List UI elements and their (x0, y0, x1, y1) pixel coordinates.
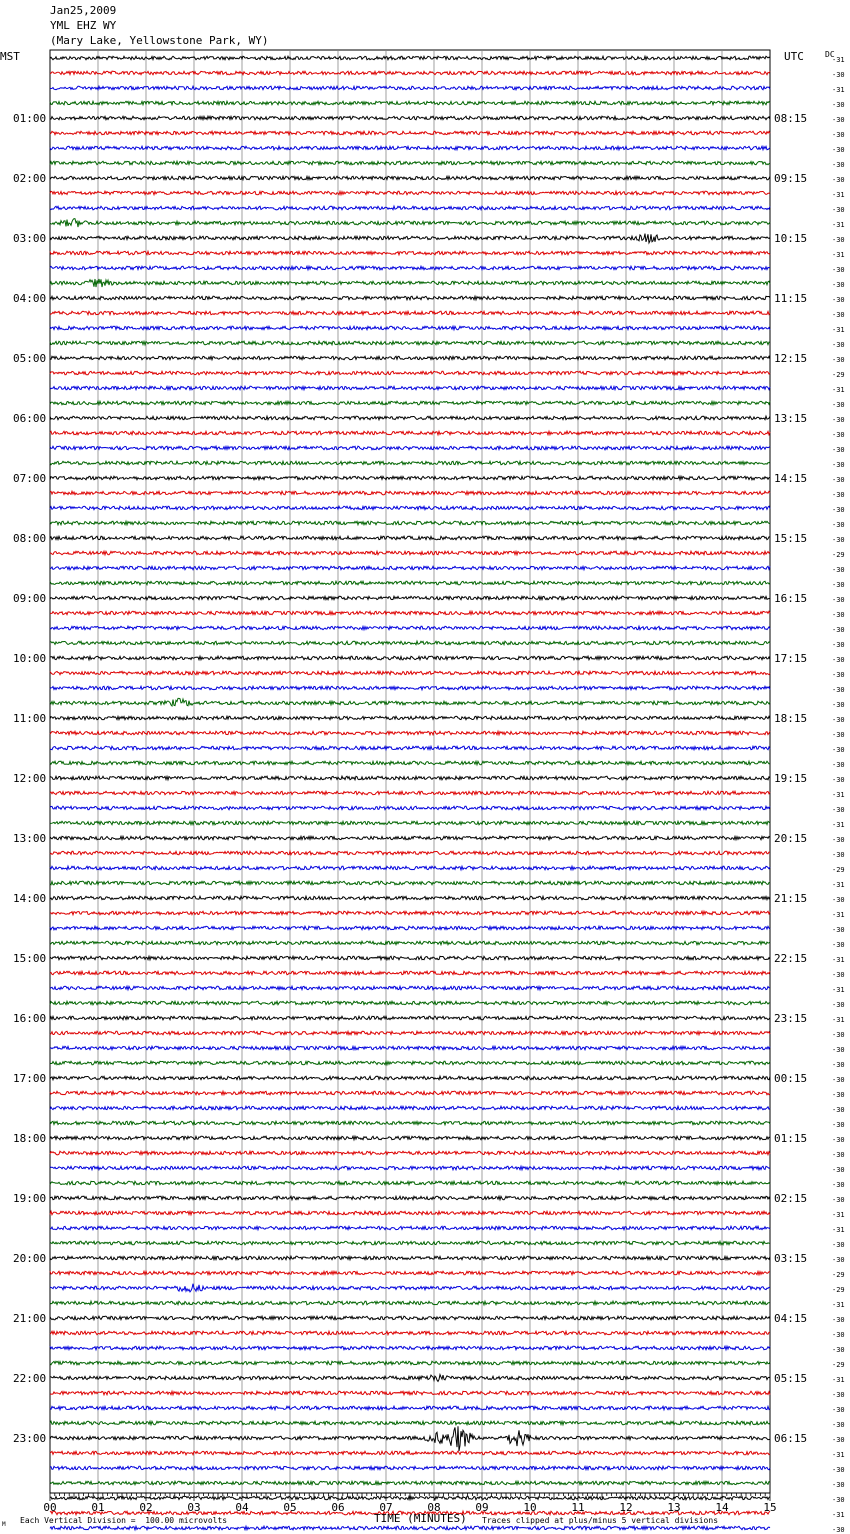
dc-offset-label: -30 (832, 461, 845, 469)
dc-offset-label: -30 (832, 1031, 845, 1039)
dc-offset-label: -30 (832, 1466, 845, 1474)
dc-offset-label: -29 (832, 1286, 845, 1294)
seismic-trace-85 (50, 1331, 770, 1335)
dc-offset-label: -30 (832, 491, 845, 499)
dc-offset-label: -30 (832, 1316, 845, 1324)
dc-offset-label: -30 (832, 776, 845, 784)
seismic-trace-76 (50, 1196, 770, 1200)
seismic-trace-72 (50, 1136, 770, 1140)
dc-offset-label: -30 (832, 131, 845, 139)
seismic-trace-18 (50, 326, 770, 330)
seismic-trace-54 (50, 866, 770, 870)
seismic-trace-84 (50, 1316, 770, 1320)
dc-offset-label: -30 (832, 281, 845, 289)
header-station: YML EHZ WY (50, 19, 117, 32)
seismic-trace-91 (50, 1421, 770, 1425)
dc-offset-label: -31 (832, 1016, 845, 1024)
seismic-trace-56 (50, 896, 770, 900)
seismic-trace-33 (50, 551, 770, 555)
seismic-trace-53 (50, 851, 770, 855)
left-timezone-label: MST (0, 50, 20, 63)
seismic-trace-43 (50, 698, 770, 706)
dc-offset-label: -30 (832, 1076, 845, 1084)
dc-offset-label: -30 (832, 341, 845, 349)
seismic-trace-87 (50, 1361, 770, 1365)
right-hour-label: 12:15 (774, 352, 808, 365)
footer-left-mark: M (2, 1521, 6, 1528)
x-axis-title: TIME (MINUTES) (374, 1512, 467, 1525)
dc-offset-label: -30 (832, 176, 845, 184)
x-tick-label: 09 (475, 1501, 489, 1514)
dc-label: DC (825, 50, 835, 59)
dc-offset-label: -31 (832, 56, 845, 64)
x-tick-label: 08 (427, 1501, 441, 1514)
seismic-trace-63 (50, 1001, 770, 1005)
right-hour-label: 15:15 (774, 532, 808, 545)
seismic-trace-10 (50, 206, 770, 210)
x-tick-label: 05 (283, 1501, 297, 1514)
dc-offset-label: -30 (832, 1151, 845, 1159)
dc-offset-label: -31 (832, 1451, 845, 1459)
seismic-trace-68 (50, 1076, 770, 1080)
right-hour-label: 16:15 (774, 592, 808, 605)
seismic-trace-29 (50, 491, 770, 495)
dc-offset-label: -30 (832, 941, 845, 949)
x-tick-label: 03 (187, 1501, 201, 1514)
left-hour-label: 20:00 (13, 1252, 47, 1265)
seismic-trace-44 (50, 716, 770, 720)
right-hour-label: 19:15 (774, 772, 808, 785)
dc-offset-label: -30 (832, 1136, 845, 1144)
seismic-trace-11 (50, 219, 770, 228)
left-hour-label: 12:00 (13, 772, 47, 785)
dc-offset-label: -30 (832, 536, 845, 544)
left-hour-label: 15:00 (13, 952, 47, 965)
seismic-trace-73 (50, 1151, 770, 1155)
dc-offset-label: -30 (832, 1256, 845, 1264)
seismic-trace-1 (50, 71, 770, 75)
dc-offset-label: -29 (832, 371, 845, 379)
dc-offset-label: -30 (832, 701, 845, 709)
left-hour-label: 04:00 (13, 292, 47, 305)
dc-offset-label: -30 (832, 836, 845, 844)
dc-offset-label: -30 (832, 356, 845, 364)
seismic-trace-77 (50, 1211, 770, 1215)
dc-offset-label: -29 (832, 551, 845, 559)
seismic-trace-94 (50, 1466, 770, 1470)
seismic-trace-71 (50, 1121, 770, 1125)
dc-offset-label: -30 (832, 206, 845, 214)
dc-offset-label: -30 (832, 1121, 845, 1129)
seismic-trace-46 (50, 746, 770, 750)
seismic-trace-6 (50, 146, 770, 150)
seismic-trace-74 (50, 1166, 770, 1170)
seismic-trace-86 (50, 1346, 770, 1350)
seismic-trace-9 (50, 191, 770, 195)
seismic-trace-3 (50, 101, 770, 105)
dc-offset-label: -30 (832, 311, 845, 319)
seismic-trace-62 (50, 986, 770, 990)
dc-offset-label: -30 (832, 1061, 845, 1069)
seismic-trace-78 (50, 1226, 770, 1230)
seismic-trace-45 (50, 731, 770, 735)
seismic-trace-52 (50, 836, 770, 840)
dc-offset-label: -30 (832, 296, 845, 304)
seismic-trace-47 (50, 761, 770, 765)
seismic-trace-70 (50, 1106, 770, 1110)
seismic-trace-30 (50, 506, 770, 510)
left-hour-label: 21:00 (13, 1312, 47, 1325)
seismic-trace-24 (50, 416, 770, 420)
seismic-trace-32 (50, 536, 770, 540)
seismic-trace-49 (50, 791, 770, 795)
seismic-trace-66 (50, 1046, 770, 1050)
seismic-trace-14 (50, 266, 770, 270)
dc-offset-label: -30 (832, 596, 845, 604)
clip-note: Traces clipped at plus/minus 5 vertical divisions (482, 1516, 719, 1525)
right-hour-label: 23:15 (774, 1012, 808, 1025)
dc-offset-label: -30 (832, 101, 845, 109)
dc-offset-label: -30 (832, 476, 845, 484)
right-timezone-label: UTC (784, 50, 804, 63)
seismic-trace-5 (50, 131, 770, 135)
left-hour-label: 18:00 (13, 1132, 47, 1145)
seismic-trace-57 (50, 911, 770, 915)
dc-offset-label: -30 (832, 236, 845, 244)
seismic-trace-59 (50, 941, 770, 945)
left-hour-label: 01:00 (13, 112, 47, 125)
left-hour-label: 14:00 (13, 892, 47, 905)
x-tick-label: 04 (235, 1501, 249, 1514)
right-hour-label: 13:15 (774, 412, 808, 425)
dc-offset-label: -30 (832, 656, 845, 664)
dc-offset-label: -30 (832, 896, 845, 904)
seismic-trace-28 (50, 476, 770, 480)
seismic-trace-31 (50, 521, 770, 525)
seismic-trace-83 (50, 1301, 770, 1305)
x-tick-label: 10 (523, 1501, 537, 1514)
left-hour-label: 13:00 (13, 832, 47, 845)
seismic-trace-93 (50, 1451, 770, 1455)
right-hour-label: 22:15 (774, 952, 808, 965)
seismic-trace-35 (50, 581, 770, 585)
dc-offset-label: -31 (832, 911, 845, 919)
x-tick-label: 02 (139, 1501, 153, 1514)
dc-offset-label: -30 (832, 506, 845, 514)
seismic-trace-12 (50, 234, 770, 243)
dc-offset-label: -31 (832, 221, 845, 229)
dc-offset-label: -30 (832, 1241, 845, 1249)
dc-offset-label: -30 (832, 71, 845, 79)
seismic-trace-95 (50, 1481, 770, 1485)
seismic-trace-26 (50, 446, 770, 450)
dc-offset-label: -30 (832, 1496, 845, 1504)
dc-offset-label: -30 (832, 1181, 845, 1189)
seismic-trace-37 (50, 611, 770, 615)
dc-offset-label: -30 (832, 671, 845, 679)
seismic-trace-13 (50, 251, 770, 255)
dc-offset-label: -30 (832, 1421, 845, 1429)
seismic-trace-25 (50, 431, 770, 435)
dc-offset-label: -31 (832, 1301, 845, 1309)
right-hour-label: 09:15 (774, 172, 808, 185)
left-hour-label: 07:00 (13, 472, 47, 485)
left-hour-label: 05:00 (13, 352, 47, 365)
dc-offset-label: -30 (832, 521, 845, 529)
left-hour-label: 03:00 (13, 232, 47, 245)
dc-offset-label: -29 (832, 1361, 845, 1369)
right-hour-label: 14:15 (774, 472, 808, 485)
seismic-trace-48 (50, 776, 770, 780)
dc-offset-label: -30 (832, 1331, 845, 1339)
dc-offset-label: -30 (832, 161, 845, 169)
x-tick-label: 14 (715, 1501, 729, 1514)
left-hour-label: 16:00 (13, 1012, 47, 1025)
right-hour-label: 06:15 (774, 1432, 808, 1445)
dc-offset-label: -30 (832, 116, 845, 124)
right-hour-label: 01:15 (774, 1132, 808, 1145)
seismic-trace-17 (50, 311, 770, 315)
dc-offset-label: -31 (832, 791, 845, 799)
left-hour-label: 17:00 (13, 1072, 47, 1085)
x-tick-label: 12 (619, 1501, 633, 1514)
dc-offset-label: -30 (832, 1406, 845, 1414)
seismic-trace-92 (50, 1426, 770, 1451)
seismic-trace-60 (50, 956, 770, 960)
seismic-trace-22 (50, 386, 770, 390)
seismic-trace-80 (50, 1256, 770, 1260)
seismic-trace-21 (50, 371, 770, 375)
seismic-trace-67 (50, 1061, 770, 1065)
scale-note: Each Vertical Division = 100.00 microvolts (20, 1516, 228, 1525)
dc-offset-label: -30 (832, 731, 845, 739)
dc-offset-label: -30 (832, 611, 845, 619)
left-hour-label: 22:00 (13, 1372, 47, 1385)
seismic-trace-39 (50, 641, 770, 645)
right-hour-label: 18:15 (774, 712, 808, 725)
x-tick-label: 13 (667, 1501, 681, 1514)
right-hour-label: 02:15 (774, 1192, 808, 1205)
seismic-trace-42 (50, 686, 770, 690)
dc-offset-label: -30 (832, 806, 845, 814)
left-hour-label: 10:00 (13, 652, 47, 665)
dc-offset-label: -31 (832, 86, 845, 94)
x-tick-label: 11 (571, 1501, 585, 1514)
dc-offset-label: -30 (832, 1001, 845, 1009)
dc-offset-label: -30 (832, 1436, 845, 1444)
x-tick-label: 06 (331, 1501, 345, 1514)
dc-offset-label: -30 (832, 686, 845, 694)
dc-offset-label: -31 (832, 1211, 845, 1219)
right-hour-label: 20:15 (774, 832, 808, 845)
dc-offset-label: -31 (832, 956, 845, 964)
seismic-trace-8 (50, 176, 770, 179)
dc-offset-label: -30 (832, 761, 845, 769)
dc-offset-label: -30 (832, 431, 845, 439)
seismic-trace-79 (50, 1241, 770, 1245)
dc-offset-label: -30 (832, 1346, 845, 1354)
right-hour-label: 21:15 (774, 892, 808, 905)
dc-offset-label: -30 (832, 266, 845, 274)
header-location: (Mary Lake, Yellowstone Park, WY) (50, 34, 269, 47)
dc-offset-label: -31 (832, 386, 845, 394)
dc-offset-label: -29 (832, 1271, 845, 1279)
x-tick-label: 01 (91, 1501, 105, 1514)
dc-offset-label: -31 (832, 191, 845, 199)
x-tick-label: 07 (379, 1501, 393, 1514)
dc-offset-label: -30 (832, 566, 845, 574)
right-hour-label: 17:15 (774, 652, 808, 665)
right-hour-label: 04:15 (774, 1312, 808, 1325)
seismic-trace-2 (50, 86, 770, 90)
seismic-trace-23 (50, 401, 770, 405)
dc-offset-label: -31 (832, 251, 845, 259)
x-tick-label: 00 (43, 1501, 57, 1514)
dc-offset-label: -29 (832, 866, 845, 874)
seismic-trace-55 (50, 881, 770, 885)
seismic-trace-88 (50, 1375, 770, 1382)
seismic-trace-82 (50, 1284, 770, 1292)
left-hour-label: 02:00 (13, 172, 47, 185)
dc-offset-label: -30 (832, 1166, 845, 1174)
seismic-trace-36 (50, 596, 770, 600)
dc-offset-label: -31 (832, 1376, 845, 1384)
right-hour-label: 11:15 (774, 292, 808, 305)
dc-offset-label: -31 (832, 1226, 845, 1234)
dc-offset-label: -30 (832, 746, 845, 754)
dc-offset-label: -30 (832, 716, 845, 724)
dc-offset-label: -30 (832, 1091, 845, 1099)
dc-offset-label: -30 (832, 446, 845, 454)
dc-offset-label: -30 (832, 401, 845, 409)
left-hour-label: 09:00 (13, 592, 47, 605)
seismic-trace-75 (50, 1181, 770, 1185)
right-hour-label: 00:15 (774, 1072, 808, 1085)
dc-offset-label: -30 (832, 1196, 845, 1204)
plot-frame (50, 50, 770, 1493)
right-hour-label: 05:15 (774, 1372, 808, 1385)
dc-offset-label: -30 (832, 416, 845, 424)
seismic-trace-41 (50, 671, 770, 675)
dc-offset-label: -30 (832, 1391, 845, 1399)
dc-offset-label: -31 (832, 821, 845, 829)
seismic-trace-38 (50, 626, 770, 630)
seismic-trace-15 (50, 279, 770, 287)
seismic-trace-4 (50, 116, 770, 120)
seismic-trace-69 (50, 1091, 770, 1095)
x-tick-label: 15 (763, 1501, 777, 1514)
dc-offset-label: -30 (832, 641, 845, 649)
seismic-trace-98 (50, 1526, 770, 1530)
seismic-trace-89 (50, 1391, 770, 1395)
seismic-trace-19 (50, 341, 770, 345)
right-hour-label: 08:15 (774, 112, 808, 125)
dc-offset-label: -30 (832, 146, 845, 154)
seismic-trace-65 (50, 1031, 770, 1035)
dc-offset-label: -30 (832, 581, 845, 589)
seismic-trace-58 (50, 926, 770, 930)
left-hour-label: 11:00 (13, 712, 47, 725)
seismic-trace-20 (50, 356, 770, 360)
seismic-trace-0 (50, 56, 770, 60)
dc-offset-label: -31 (832, 986, 845, 994)
dc-offset-label: -31 (832, 881, 845, 889)
dc-offset-label: -30 (832, 626, 845, 634)
right-hour-label: 03:15 (774, 1252, 808, 1265)
dc-offset-label: -30 (832, 971, 845, 979)
dc-offset-label: -31 (832, 1511, 845, 1519)
seismic-trace-81 (50, 1271, 770, 1275)
seismic-trace-64 (50, 1016, 770, 1020)
dc-offset-label: -30 (832, 1481, 845, 1489)
seismic-trace-7 (50, 161, 770, 165)
header-date: Jan25,2009 (50, 4, 117, 17)
left-hour-label: 23:00 (13, 1432, 47, 1445)
dc-offset-label: -30 (832, 1526, 845, 1534)
dc-offset-label: -30 (832, 851, 845, 859)
left-hour-label: 06:00 (13, 412, 47, 425)
seismic-trace-90 (50, 1406, 770, 1410)
seismic-trace-40 (50, 656, 770, 660)
left-hour-label: 19:00 (13, 1192, 47, 1205)
seismic-trace-34 (50, 566, 770, 570)
left-hour-label: 08:00 (13, 532, 47, 545)
seismic-trace-50 (50, 806, 770, 810)
seismic-trace-61 (50, 971, 770, 975)
seismic-trace-27 (50, 461, 770, 465)
seismic-trace-51 (50, 821, 770, 825)
dc-offset-label: -31 (832, 326, 845, 334)
dc-offset-label: -30 (832, 926, 845, 934)
dc-offset-label: -30 (832, 1046, 845, 1054)
seismic-trace-16 (50, 296, 770, 300)
right-hour-label: 10:15 (774, 232, 808, 245)
dc-offset-label: -30 (832, 1106, 845, 1114)
